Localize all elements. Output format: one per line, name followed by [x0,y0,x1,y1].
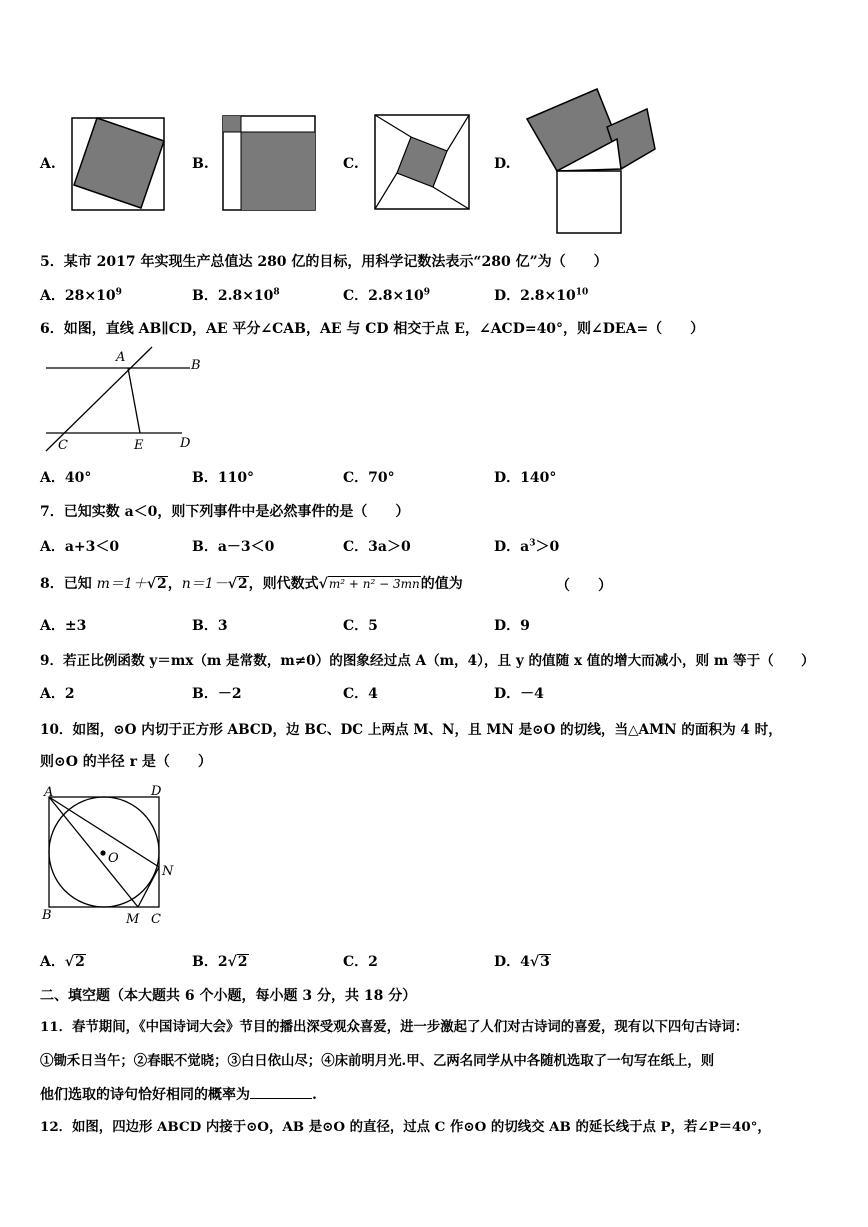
q4-figure-c [373,113,471,211]
q10-label-m: M [126,912,140,927]
q11-line1: 11．春节期间，《中国诗词大会》节目的播出深受观众喜爱，进一步激起了人们对古诗词的喜爱，现有以下四句古诗词： [40,1019,749,1035]
section-fill-in-title: 二、填空题（本大题共 6 个小题，每小题 3 分，共 18 分） [40,988,417,1004]
q4-option-d-label: D. [494,156,511,172]
q11-answer-blank [250,1086,312,1099]
q7-stem: 7．已知实数 a＜0，则下列事件中是必然事件的是（ ） [40,504,410,520]
q10-option-b: B．2√2 [192,954,248,970]
q7-option-d: D．$a^3>0$ [494,538,560,555]
q6-stem: 6．如图，直线 AB∥CD，AE 平分∠CAB，AE 与 CD 相交于点 E，∠ACD=40°，则∠DEA=（ ） [40,321,705,337]
q9-option-a: A．2 [40,686,75,702]
q9-stem: 9．若正比例函数 y＝mx（m 是常数，m≠0）的图象经过点 A（m，4），且 y 的值随 x 值的增大而减小，则 m 等于（ ） [40,653,815,669]
q6-option-d: D．140° [494,470,557,486]
q9-option-b: B．－2 [192,686,242,702]
q6-label-b: B [191,358,201,373]
q4-figure-b [221,114,317,212]
q6-option-c: C．70° [343,470,395,486]
q12-line1: 12．如图，四边形 ABCD 内接于⊙O，AB 是⊙O 的直径，过点 C 作⊙O 的切线交 AB 的延长线于点 P，若∠P＝40°， [40,1119,771,1135]
q10-figure [40,783,180,928]
q10-option-d: D．4√3 [494,954,550,970]
q5-option-a: A．$28\times 10^9$ [40,287,122,304]
q4-option-a-label: A. [40,156,56,172]
q6-label-c: C [58,438,68,453]
q10-label-c: C [151,912,161,927]
q10-label-b: B [42,908,52,923]
q6-label-d: D [180,436,191,451]
q6-label-a: A [116,350,126,365]
q10-label-d: D [151,784,162,799]
q4-option-c-label: C. [343,156,359,172]
q8-answer-paren: （ ） [556,578,612,594]
q10-option-c: C．2 [343,954,378,970]
q5-option-d: D．$2.8\times 10^{10}$ [494,287,589,304]
q5-option-c: C．$2.8\times 10^9$ [343,287,430,304]
q8-option-a: A．±3 [40,618,87,634]
q6-label-e: E [134,438,144,453]
q7-option-b: B．a－3＜0 [192,539,275,555]
q10-option-a: A．√2 [40,954,85,970]
q11-line3: 他们选取的诗句恰好相同的概率为 . [40,1087,317,1103]
q8-stem: 8．已知 m＝1＋√2，n＝1－√2，则代数式√m² + n² − 3mn的值为 [40,576,463,592]
q8-option-b: B．3 [192,618,228,634]
q5-option-b: B．$2.8\times 10^8$ [192,287,280,304]
q10-stem-line2: 则⊙O 的半径 r 是（ ） [40,754,212,770]
q9-option-c: C．4 [343,686,378,702]
q4-figure-d [523,87,657,237]
q6-figure [42,345,207,455]
q10-label-n: N [162,864,174,879]
q10-label-o: O [108,851,119,866]
q5-stem: 5．某市 2017 年实现生产总值达 280 亿的目标，用科学记数法表示“280 亿”为（ ） [40,254,608,270]
q9-option-d: D．－4 [494,686,544,702]
q4-option-b-label: B. [192,156,209,172]
q4-figure-a [70,116,166,212]
q7-option-c: C．3a＞0 [343,539,411,555]
q8-option-d: D．9 [494,618,530,634]
q10-stem-line1: 10．如图，⊙O 内切于正方形 ABCD，边 BC、DC 上两点 M、N，且 MN 是⊙O 的切线，当△AMN 的面积为 4 时， [40,722,782,738]
q6-option-a: A．40° [40,470,92,486]
q6-option-b: B．110° [192,470,255,486]
q10-label-a: A [44,785,54,800]
q7-option-a: A．a+3＜0 [40,539,120,555]
q8-option-c: C．5 [343,618,378,634]
q11-line2: ①锄禾日当午；②春眠不觉晓；③白日依山尽；④床前明月光.甲、乙两名同学从中各随机选取了一句写在纸上，则 [40,1053,715,1069]
